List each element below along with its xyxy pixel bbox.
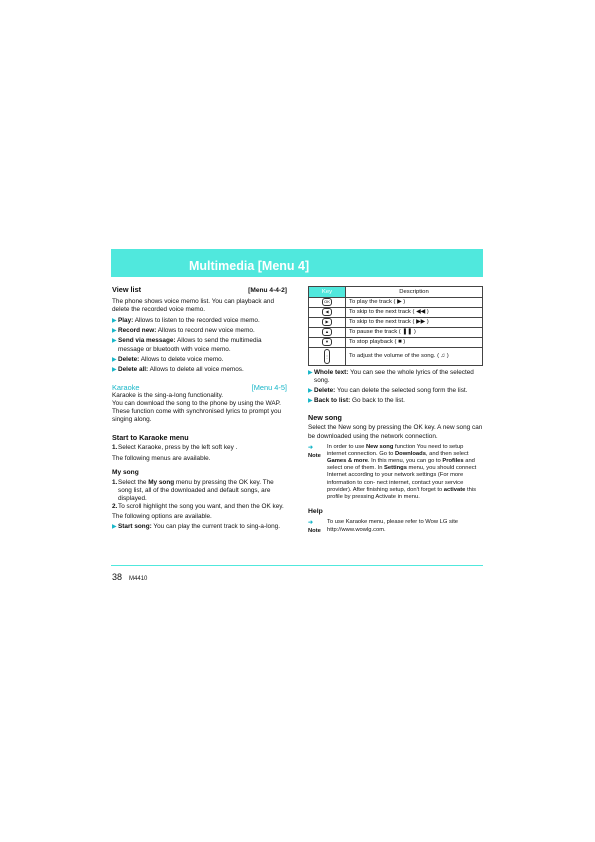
note-term: Profiles — [442, 458, 464, 465]
table-row — [309, 338, 483, 348]
option-text: Go back to the list. — [350, 397, 405, 405]
right-column — [308, 286, 483, 536]
note-part: In order to use — [327, 443, 366, 450]
option-term: Start song: — [118, 523, 152, 531]
step-term: My song — [148, 478, 175, 486]
options-available-text: The following options are available. — [112, 513, 212, 521]
menus-available-text: The following menus are available. — [112, 454, 211, 462]
note-term: activate — [443, 486, 466, 493]
view-list-intro: The phone shows voice memo list. You can playback and delete the recorded voice memo. — [112, 298, 274, 314]
new-song-intro: Select the New song by pressing the OK key. A new song can be downloaded using the network connection. — [308, 424, 483, 440]
note-arrow-icon: ➜ — [308, 444, 313, 451]
note-term: Settings — [384, 465, 407, 472]
list-item — [112, 337, 287, 353]
step-number: 1. — [112, 478, 118, 486]
list-item — [112, 366, 287, 374]
option-text: Allows to send the multimedia message or bluetooth with voice memo. — [118, 337, 262, 353]
note-term: New song — [366, 443, 394, 450]
step-number: 2. — [112, 502, 118, 510]
bullet-arrow-icon: ▶ — [112, 366, 117, 373]
karaoke-line-2: You can download the song to the phone by using the WAP. These function come with synchronised lyrics to prompt you singing along. — [112, 400, 282, 424]
bullet-arrow-icon: ▶ — [308, 388, 313, 395]
list-item — [308, 387, 483, 395]
note-part: , and then select — [425, 450, 469, 457]
note-text: To use Karaoke menu, please refer to Wow LG site http://www.wowlg.com. — [327, 519, 459, 533]
option-term: Back to list: — [314, 397, 351, 405]
my-song-step-2 — [112, 503, 287, 511]
note-label: Note — [308, 528, 321, 535]
option-text: Allows to delete all voice memos. — [148, 365, 244, 373]
new-song-title: New song — [308, 413, 342, 423]
description-column-header: Description — [346, 287, 483, 298]
page-number: 38 — [112, 572, 123, 582]
list-item — [112, 523, 287, 531]
option-term: Play: — [118, 317, 134, 325]
list-item — [308, 369, 483, 385]
note-part: . In this menu, you can go to — [367, 458, 443, 465]
note-label: Note — [308, 452, 321, 459]
down-nav-key-icon: ▼ — [322, 338, 332, 346]
list-item — [112, 356, 287, 364]
karaoke-title: Karaoke — [112, 382, 140, 392]
option-term: Send via message: — [118, 337, 176, 345]
start-karaoke-title: Start to Karaoke menu — [112, 433, 189, 443]
view-list-options — [112, 317, 287, 374]
help-note — [308, 519, 483, 535]
table-cell: To stop playback ( ■ ) — [346, 338, 483, 348]
note-term: Downloads — [395, 450, 426, 457]
note-text — [327, 444, 483, 502]
note-part: menu, you should connect Internet according to your network settings (For more information to con- nect internet, contact your service provider). After finishing setup, don't forget to — [327, 465, 477, 493]
up-nav-key-icon: ▲ — [322, 328, 332, 336]
table-cell: To skip to the next track ( ◀◀ ) — [346, 308, 483, 318]
bullet-arrow-icon: ▶ — [112, 524, 117, 531]
list-item — [112, 317, 287, 325]
option-term: Delete all: — [118, 365, 149, 373]
list-item — [308, 397, 483, 405]
option-text: You can see the whole lyrics of the selected song. — [314, 369, 474, 385]
option-term: Record new: — [118, 327, 157, 335]
table-cell: To play the track ( ▶ ) — [346, 298, 483, 308]
song-options — [308, 369, 483, 405]
table-row — [309, 328, 483, 338]
table-row — [309, 348, 483, 366]
view-list-title: View list — [112, 285, 142, 294]
step-text: Select Karaoke, press by the left soft key . — [118, 444, 238, 452]
note-part: this profile by pressing Activate in menu. — [327, 486, 477, 501]
table-row — [309, 298, 483, 308]
bullet-arrow-icon: ▶ — [112, 338, 117, 345]
page-footer — [112, 573, 147, 583]
ok-key-icon: OK — [322, 298, 332, 306]
table-cell: To adjust the volume of the song. ( ♫ ) — [346, 348, 483, 366]
option-term: Delete: — [314, 387, 336, 395]
bullet-arrow-icon: ▶ — [112, 328, 117, 335]
table-cell: To pause the track ( ❚❚ ) — [346, 328, 483, 338]
side-volume-key-icon: ⋮ — [324, 349, 330, 364]
view-list-menu-number: [Menu 4-4-2] — [248, 287, 287, 294]
note-part: function You need to setup internet connection. Go to — [327, 443, 464, 457]
key-column-header: Key — [309, 287, 346, 298]
note-part: and select one of them. In — [327, 458, 475, 472]
step-text-post: menu by pressing the OK key. The song list, all of the downloaded and default songs, are displayed. — [118, 478, 274, 502]
right-nav-key-icon: ▶ — [322, 318, 332, 326]
step-text: To scroll highlight the song you want, and then the OK key. — [118, 502, 284, 510]
left-column — [112, 286, 287, 531]
new-song-note — [308, 444, 483, 502]
step-1 — [112, 444, 287, 452]
table-header-row — [309, 287, 483, 298]
karaoke-line-1: Karaoke is the sing-a-long functionality. — [112, 391, 224, 399]
key-table — [308, 286, 483, 366]
my-song-title: My song — [112, 468, 139, 476]
table-row — [309, 318, 483, 328]
option-term: Delete: — [118, 355, 140, 363]
karaoke-menu-number: [Menu 4-5] — [251, 382, 287, 392]
option-text: You can play the current track to sing-a-long. — [151, 523, 280, 531]
table-row — [309, 308, 483, 318]
option-text: Allows to delete voice memo. — [139, 355, 224, 363]
karaoke-header — [112, 384, 287, 392]
step-text-pre: Select the — [118, 478, 149, 486]
list-item — [112, 327, 287, 335]
bullet-arrow-icon: ▶ — [112, 356, 117, 363]
left-nav-key-icon: ◀ — [322, 308, 332, 316]
bullet-arrow-icon: ▶ — [308, 398, 313, 405]
option-text: Allows to listen to the recorded voice memo. — [133, 317, 260, 325]
option-term: Whole text: — [314, 369, 349, 376]
model-number: M4410 — [129, 576, 148, 582]
view-list-header — [112, 286, 287, 295]
page-title: Multimedia [Menu 4] — [189, 259, 310, 273]
bullet-arrow-icon: ▶ — [112, 318, 117, 325]
option-text: Allows to record new voice memo. — [156, 327, 255, 335]
help-title: Help — [308, 508, 323, 516]
note-term: Games & more — [327, 458, 368, 465]
my-song-step-1 — [112, 479, 287, 503]
bullet-arrow-icon: ▶ — [308, 370, 313, 376]
step-number: 1. — [112, 444, 118, 452]
footer-divider — [111, 565, 483, 566]
note-arrow-icon: ➜ — [308, 520, 313, 527]
table-cell: To skip to the next track ( ▶▶ ) — [346, 318, 483, 328]
option-text: You can delete the selected song form the list. — [335, 387, 468, 395]
